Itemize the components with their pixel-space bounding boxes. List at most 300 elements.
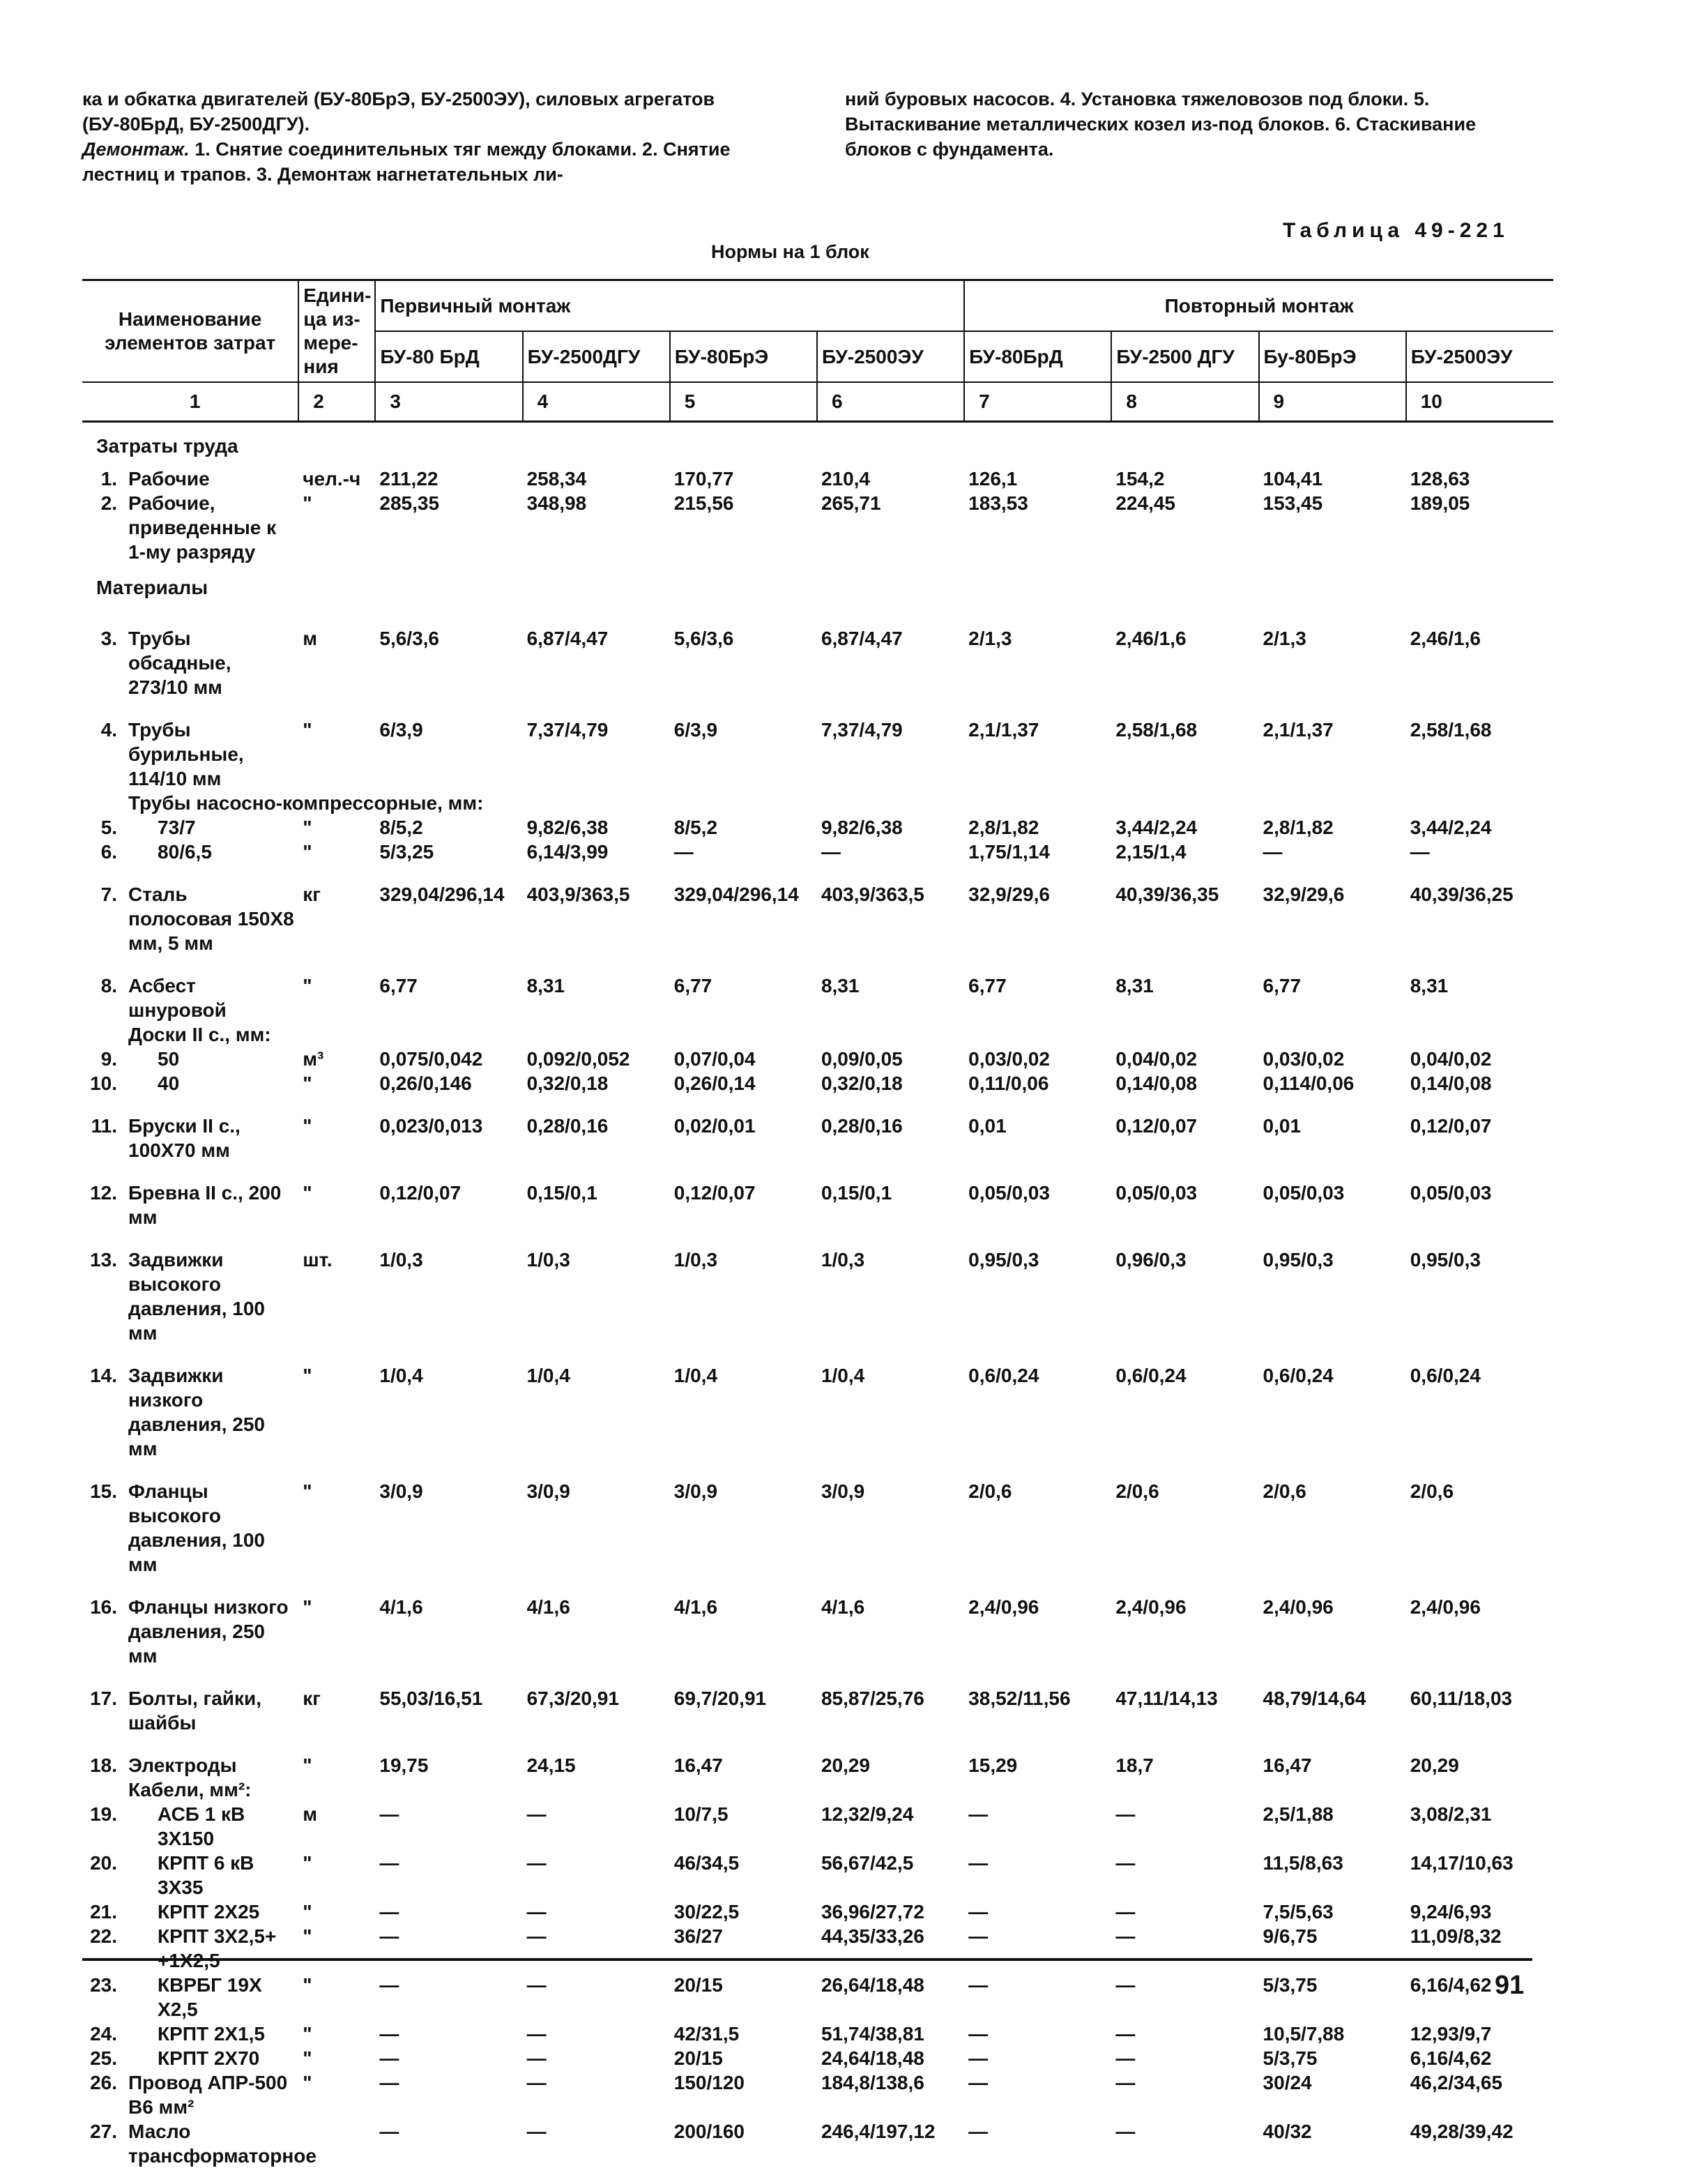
row-value-col-10: 2,58/1,68: [1406, 699, 1553, 791]
row-value-col-9: 2,8/1,82: [1259, 815, 1406, 840]
row-number: 23.: [82, 1973, 124, 2022]
row-value-col-8: —: [1111, 2022, 1258, 2046]
row-unit: ": [298, 840, 375, 864]
row-value-col-5: 200/160: [670, 2119, 817, 2168]
row-value-col-7: 2/0,6: [964, 1461, 1111, 1577]
table-row: [82, 1735, 1553, 1777]
header-primary: Первичный монтаж: [375, 280, 964, 332]
row-value-col-6: 56,67/42,5: [817, 1851, 964, 1900]
row-value-col-6: 4/1,6: [817, 1577, 964, 1668]
intro-left-text: [82, 86, 765, 187]
row-value-col-5: 0,26/0,14: [670, 1071, 817, 1096]
row-value-col-3: 5/3,25: [375, 840, 522, 864]
row-value-col-8: 2,46/1,6: [1111, 608, 1258, 699]
row-value-col-8: 40,39/36,35: [1111, 864, 1258, 955]
row-value-col-7: —: [964, 1973, 1111, 2022]
table-row: [82, 1071, 1553, 1096]
row-name: Фланцы низкого давления, 250 мм: [124, 1577, 298, 1668]
row-name: Задвижки низкого давления, 250 мм: [124, 1345, 298, 1461]
row-value-col-4: —: [523, 1924, 670, 1973]
row-number: 8.: [82, 955, 124, 1022]
subsection-boards-label: Доски II с., мм:: [82, 1022, 1553, 1047]
row-name: Трубы бурильные, 114/10 мм: [124, 699, 298, 791]
row-value-col-4: 0,092/0,052: [523, 1047, 670, 1071]
section-materials-label: Материалы: [82, 564, 1553, 608]
row-value-col-5: 4/1,6: [670, 1577, 817, 1668]
row-value-col-5: 69,7/20,91: [670, 1668, 817, 1735]
row-value-col-7: —: [964, 2119, 1111, 2168]
row-value-col-10: 0,05/0,03: [1406, 1162, 1553, 1229]
row-unit: ": [298, 955, 375, 1022]
row-number: 5.: [82, 815, 124, 840]
row-value-col-6: —: [817, 840, 964, 864]
row-value-col-9: 10,5/7,88: [1259, 2022, 1406, 2046]
row-unit: ": [298, 699, 375, 791]
row-value-col-8: 0,96/0,3: [1111, 1229, 1258, 1345]
subheader-10: БУ-2500ЭУ: [1406, 331, 1553, 382]
row-unit: ": [298, 2070, 375, 2119]
row-value-col-10: 2,4/0,96: [1406, 1577, 1553, 1668]
row-value-col-4: 0,32/0,18: [523, 1071, 670, 1096]
row-number: 24.: [82, 2022, 124, 2046]
intro-paragraph-1: ка и обкатка двигателей (БУ-80БрЭ, БУ-2500ЭУ), силовых агрегатов (БУ-80БрД, БУ-2500ДГУ).: [82, 86, 765, 137]
row-value-col-6: 0,28/0,16: [817, 1096, 964, 1162]
row-value-col-7: 2,1/1,37: [964, 699, 1111, 791]
row-value-col-7: —: [964, 1851, 1111, 1900]
row-name: АСБ 1 кВ 3Х150: [124, 1802, 298, 1851]
row-value-col-10: 0,14/0,08: [1406, 1071, 1553, 1096]
row-unit: ": [298, 1162, 375, 1229]
row-value-col-3: 3/0,9: [375, 1461, 522, 1577]
row-value-col-8: 0,04/0,02: [1111, 1047, 1258, 1071]
row-value-col-4: —: [523, 2119, 670, 2168]
row-value-col-10: 12,93/9,7: [1406, 2022, 1553, 2046]
row-value-col-5: —: [670, 840, 817, 864]
row-value-col-5: 329,04/296,14: [670, 864, 817, 955]
row-value-col-10: 2/0,6: [1406, 1461, 1553, 1577]
row-value-col-9: 0,05/0,03: [1259, 1162, 1406, 1229]
row-value-col-4: —: [523, 1973, 670, 2022]
row-number: 17.: [82, 1668, 124, 1735]
row-value-col-3: 285,35: [375, 491, 522, 564]
column-number-1: 1: [82, 382, 298, 422]
row-value-col-3: 1/0,3: [375, 1229, 522, 1345]
section-labor-label: Затраты труда: [82, 422, 1553, 467]
row-value-col-9: 0,01: [1259, 1096, 1406, 1162]
table-row: [82, 1229, 1553, 1345]
row-value-col-4: 3/0,9: [523, 1461, 670, 1577]
subheader-5: БУ-80БрЭ: [670, 331, 817, 382]
row-name: КРПТ 3Х2,5+: [124, 1924, 298, 1973]
row-unit: [298, 2119, 375, 2168]
row-name: КРПТ 2Х1,5: [124, 2022, 298, 2046]
row-value-col-7: 15,29: [964, 1735, 1111, 1777]
row-value-col-6: 1/0,4: [817, 1345, 964, 1461]
row-number: 13.: [82, 1229, 124, 1345]
row-name: 80/6,5: [124, 840, 298, 864]
row-value-col-8: —: [1111, 1802, 1258, 1851]
table-row: [82, 955, 1553, 1022]
row-value-col-10: 0,12/0,07: [1406, 1096, 1553, 1162]
row-value-col-9: 0,6/0,24: [1259, 1345, 1406, 1461]
row-name: Болты, гайки, шайбы: [124, 1668, 298, 1735]
row-value-col-3: —: [375, 1924, 522, 1973]
table-row: [82, 1668, 1553, 1735]
row-value-col-3: 8/5,2: [375, 815, 522, 840]
row-value-col-7: 0,6/0,24: [964, 1345, 1111, 1461]
row-value-col-6: 51,74/38,81: [817, 2022, 964, 2046]
intro-paragraph-2: [82, 137, 765, 187]
row-value-col-5: 10/7,5: [670, 1802, 817, 1851]
page-number: 91: [1495, 1971, 1524, 2001]
row-value-col-10: 189,05: [1406, 491, 1553, 564]
row-value-col-3: —: [375, 1802, 522, 1851]
row-value-col-10: 0,95/0,3: [1406, 1229, 1553, 1345]
table-row: [82, 1577, 1553, 1668]
row-number: 9.: [82, 1047, 124, 1071]
row-value-col-3: —: [375, 2022, 522, 2046]
column-number-2: 2: [298, 382, 375, 422]
table-row: [82, 864, 1553, 955]
row-value-col-4: 1/0,3: [523, 1229, 670, 1345]
row-unit: ": [298, 1096, 375, 1162]
table-row: [82, 2070, 1553, 2119]
row-value-col-8: 2/0,6: [1111, 1461, 1258, 1577]
column-number-10: 10: [1406, 382, 1553, 422]
row-number: 26.: [82, 2070, 124, 2119]
row-name: КВРБГ 19Х Х2,5: [124, 1973, 298, 2022]
table-row: [82, 1924, 1553, 1973]
row-value-col-10: 14,17/10,63: [1406, 1851, 1553, 1900]
row-unit: ": [298, 1345, 375, 1461]
row-unit: ": [298, 2046, 375, 2070]
row-value-col-7: —: [964, 1924, 1111, 1973]
row-value-col-4: 7,37/4,79: [523, 699, 670, 791]
row-name: Провод АПР-500 В6 мм²: [124, 2070, 298, 2119]
row-number: 11.: [82, 1096, 124, 1162]
row-value-col-3: 19,75: [375, 1735, 522, 1777]
row-value-col-5: 215,56: [670, 491, 817, 564]
row-name: Бруски II с., 100Х70 мм: [124, 1096, 298, 1162]
row-name: 40: [124, 1071, 298, 1096]
subheader-7: БУ-80БрД: [964, 331, 1111, 382]
row-value-col-5: 150/120: [670, 2070, 817, 2119]
row-value-col-7: 2,8/1,82: [964, 815, 1111, 840]
column-number-6: 6: [817, 382, 964, 422]
row-value-col-8: 224,45: [1111, 491, 1258, 564]
row-value-col-8: 47,11/14,13: [1111, 1668, 1258, 1735]
row-name: Фланцы высокого давления, 100 мм: [124, 1461, 298, 1577]
row-value-col-8: —: [1111, 1851, 1258, 1900]
row-value-col-9: 6,77: [1259, 955, 1406, 1022]
row-value-col-10: 2,46/1,6: [1406, 608, 1553, 699]
row-number: 25.: [82, 2046, 124, 2070]
row-number: 6.: [82, 840, 124, 864]
row-value-col-6: 0,15/0,1: [817, 1162, 964, 1229]
row-value-col-9: 0,114/0,06: [1259, 1071, 1406, 1096]
row-value-col-9: —: [1259, 840, 1406, 864]
row-value-col-3: —: [375, 1851, 522, 1900]
row-number: 12.: [82, 1162, 124, 1229]
row-number: 14.: [82, 1345, 124, 1461]
row-value-col-5: 5,6/3,6: [670, 608, 817, 699]
row-value-col-8: 2,58/1,68: [1111, 699, 1258, 791]
row-value-col-3: 0,12/0,07: [375, 1162, 522, 1229]
row-name: Задвижки высокого давления, 100 мм: [124, 1229, 298, 1345]
row-value-col-8: —: [1111, 1924, 1258, 1973]
row-value-col-7: 2,4/0,96: [964, 1577, 1111, 1668]
row-value-col-7: 0,95/0,3: [964, 1229, 1111, 1345]
row-value-col-6: 184,8/138,6: [817, 2070, 964, 2119]
row-name: 50: [124, 1047, 298, 1071]
section-labor: [82, 422, 1553, 467]
row-name: Трубы обсадные, 273/10 мм: [124, 608, 298, 699]
row-value-col-8: 2,15/1,4: [1111, 840, 1258, 864]
column-number-9: 9: [1259, 382, 1406, 422]
row-value-col-10: 8,31: [1406, 955, 1553, 1022]
row-value-col-6: 20,29: [817, 1735, 964, 1777]
row-value-col-4: 6,87/4,47: [523, 608, 670, 699]
row-number: 16.: [82, 1577, 124, 1668]
row-value-col-9: 30/24: [1259, 2070, 1406, 2119]
row-number: 15.: [82, 1461, 124, 1577]
row-value-col-5: 3/0,9: [670, 1461, 817, 1577]
row-value-col-10: 9,24/6,93: [1406, 1900, 1553, 1924]
subheader-6: БУ-2500ЭУ: [817, 331, 964, 382]
row-value-col-10: 0,04/0,02: [1406, 1047, 1553, 1071]
row-value-col-4: 4/1,6: [523, 1577, 670, 1668]
table-row: [82, 2022, 1553, 2046]
row-name: Электроды: [124, 1735, 298, 1777]
row-value-col-6: 7,37/4,79: [817, 699, 964, 791]
table-row: [82, 1973, 1553, 2022]
row-unit: ": [298, 815, 375, 840]
row-value-col-9: 32,9/29,6: [1259, 864, 1406, 955]
row-value-col-7: —: [964, 1802, 1111, 1851]
row-value-col-7: 0,03/0,02: [964, 1047, 1111, 1071]
column-number-5: 5: [670, 382, 817, 422]
row-value-col-9: 153,45: [1259, 491, 1406, 564]
row-value-col-10: 40,39/36,25: [1406, 864, 1553, 955]
subheader-4: БУ-2500ДГУ: [523, 331, 670, 382]
row-value-col-7: 0,01: [964, 1096, 1111, 1162]
row-value-col-6: 0,09/0,05: [817, 1047, 964, 1071]
row-value-col-9: 0,03/0,02: [1259, 1047, 1406, 1071]
row-number: 20.: [82, 1851, 124, 1900]
row-value-col-8: 0,6/0,24: [1111, 1345, 1258, 1461]
row-value-col-9: 2,5/1,88: [1259, 1802, 1406, 1851]
row-unit: чел.-ч: [298, 467, 375, 491]
row-value-col-7: 2/1,3: [964, 608, 1111, 699]
row-value-col-8: 0,14/0,08: [1111, 1071, 1258, 1096]
row-unit: м³: [298, 1047, 375, 1071]
row-name: КРПТ 2Х25: [124, 1900, 298, 1924]
row-value-col-7: 38,52/11,56: [964, 1668, 1111, 1735]
row-value-col-5: 0,12/0,07: [670, 1162, 817, 1229]
row-value-col-4: 1/0,4: [523, 1345, 670, 1461]
row-value-col-6: 6,87/4,47: [817, 608, 964, 699]
row-value-col-10: 49,28/39,42: [1406, 2119, 1553, 2168]
row-number: 19.: [82, 1802, 124, 1851]
table-row: [82, 1345, 1553, 1461]
row-value-col-9: 2/1,3: [1259, 608, 1406, 699]
row-value-col-10: 6,16/4,62: [1406, 2046, 1553, 2070]
row-value-col-7: 0,05/0,03: [964, 1162, 1111, 1229]
row-value-col-4: 6,14/3,99: [523, 840, 670, 864]
row-unit: ": [298, 1735, 375, 1777]
table-row: [82, 1162, 1553, 1229]
row-value-col-5: 30/22,5: [670, 1900, 817, 1924]
row-value-col-8: —: [1111, 1973, 1258, 2022]
table-row: [82, 2119, 1553, 2168]
section-materials: [82, 564, 1553, 608]
row-value-col-5: 20/15: [670, 1973, 817, 2022]
row-unit: ": [298, 1577, 375, 1668]
row-value-col-6: 246,4/197,12: [817, 2119, 964, 2168]
row-value-col-5: 20/15: [670, 2046, 817, 2070]
row-value-col-9: 48,79/14,64: [1259, 1668, 1406, 1735]
row-value-col-6: 26,64/18,48: [817, 1973, 964, 2022]
row-value-col-10: 11,09/8,32: [1406, 1924, 1553, 1973]
row-unit: кг: [298, 1668, 375, 1735]
table-row: [82, 608, 1553, 699]
row-value-col-6: 36,96/27,72: [817, 1900, 964, 1924]
intro-paragraph-3: ний буровых насосов. 4. Установка тяжеловозов под блоки. 5. Вытаскивание металлических козел из-под блоков. 6. Стаскивание блоков с фундамента.: [845, 86, 1548, 162]
row-name: Бревна II с., 200 мм: [124, 1162, 298, 1229]
dismantling-label: Демонтаж.: [82, 139, 190, 160]
header-name: Наименование элементов затрат: [82, 280, 298, 383]
row-number: 4.: [82, 699, 124, 791]
row-number: 18.: [82, 1735, 124, 1777]
row-value-col-10: 60,11/18,03: [1406, 1668, 1553, 1735]
row-value-col-5: 16,47: [670, 1735, 817, 1777]
row-value-col-6: 9,82/6,38: [817, 815, 964, 840]
row-unit: м: [298, 1802, 375, 1851]
row-value-col-4: 24,15: [523, 1735, 670, 1777]
row-value-col-4: —: [523, 2046, 670, 2070]
row-value-col-8: —: [1111, 2070, 1258, 2119]
row-value-col-5: 1/0,4: [670, 1345, 817, 1461]
column-number-8: 8: [1111, 382, 1258, 422]
row-value-col-7: 1,75/1,14: [964, 840, 1111, 864]
row-number: 21.: [82, 1900, 124, 1924]
row-value-col-4: —: [523, 1900, 670, 1924]
row-value-col-10: —: [1406, 840, 1553, 864]
subsection-pipes-label: Трубы насосно-компрессорные, мм:: [82, 791, 1553, 815]
row-value-col-10: 128,63: [1406, 467, 1553, 491]
subheader-8: БУ-2500 ДГУ: [1111, 331, 1258, 382]
table-row: [82, 1461, 1553, 1577]
row-value-col-7: 0,11/0,06: [964, 1071, 1111, 1096]
row-value-col-3: 0,023/0,013: [375, 1096, 522, 1162]
row-value-col-8: 18,7: [1111, 1735, 1258, 1777]
subsection-boards: [82, 1022, 1553, 1047]
row-value-col-6: 0,32/0,18: [817, 1071, 964, 1096]
subsection-cables: [82, 1777, 1553, 1802]
row-value-col-3: 5,6/3,6: [375, 608, 522, 699]
row-value-col-7: —: [964, 2022, 1111, 2046]
row-value-col-9: 40/32: [1259, 2119, 1406, 2168]
row-value-col-3: —: [375, 1900, 522, 1924]
row-value-col-10: 20,29: [1406, 1735, 1553, 1777]
row-value-col-10: 3,44/2,24: [1406, 815, 1553, 840]
row-number: 7.: [82, 864, 124, 955]
row-value-col-9: 2/0,6: [1259, 1461, 1406, 1577]
row-unit: ": [298, 1900, 375, 1924]
table-row: [82, 491, 1553, 564]
table-row: [82, 1096, 1553, 1162]
row-value-col-4: 0,15/0,1: [523, 1162, 670, 1229]
table-row: [82, 2046, 1553, 2070]
row-unit: шт.: [298, 1229, 375, 1345]
row-value-col-7: —: [964, 1900, 1111, 1924]
row-value-col-9: 2,1/1,37: [1259, 699, 1406, 791]
row-value-col-4: 403,9/363,5: [523, 864, 670, 955]
row-value-col-9: 2,4/0,96: [1259, 1577, 1406, 1668]
row-value-col-10: 3,08/2,31: [1406, 1802, 1553, 1851]
row-value-col-4: 67,3/20,91: [523, 1668, 670, 1735]
row-name: Рабочие, приведенные к 1-му разряду: [124, 491, 298, 564]
header-unit: Едини-ца из-мере-ния: [298, 280, 375, 383]
subheader-3: БУ-80 БрД: [375, 331, 522, 382]
row-value-col-3: 329,04/296,14: [375, 864, 522, 955]
row-value-col-8: 2,4/0,96: [1111, 1577, 1258, 1668]
row-value-col-5: 36/27: [670, 1924, 817, 1973]
row-value-col-4: 258,34: [523, 467, 670, 491]
row-value-col-5: 1/0,3: [670, 1229, 817, 1345]
row-value-col-10: 0,6/0,24: [1406, 1345, 1553, 1461]
row-value-col-4: 9,82/6,38: [523, 815, 670, 840]
row-value-col-6: 210,4: [817, 467, 964, 491]
row-value-col-7: 183,53: [964, 491, 1111, 564]
row-name: Сталь полосовая 150Х8 мм, 5 мм: [124, 864, 298, 955]
subsection-cables-label: Кабели, мм²:: [82, 1777, 1553, 1802]
column-number-7: 7: [964, 382, 1111, 422]
row-value-col-8: 0,12/0,07: [1111, 1096, 1258, 1162]
row-value-col-7: —: [964, 2046, 1111, 2070]
row-unit: ": [298, 1071, 375, 1096]
row-value-col-7: —: [964, 2070, 1111, 2119]
row-value-col-6: 24,64/18,48: [817, 2046, 964, 2070]
row-number: 2.: [82, 491, 124, 564]
row-value-col-5: 0,02/0,01: [670, 1096, 817, 1162]
row-value-col-4: —: [523, 2022, 670, 2046]
row-value-col-5: 0,07/0,04: [670, 1047, 817, 1071]
row-value-col-8: —: [1111, 2119, 1258, 2168]
row-value-col-3: —: [375, 2046, 522, 2070]
row-value-col-6: 265,71: [817, 491, 964, 564]
table-row: [82, 1851, 1553, 1900]
row-value-col-7: 6,77: [964, 955, 1111, 1022]
row-value-col-9: 0,95/0,3: [1259, 1229, 1406, 1345]
row-number: 3.: [82, 608, 124, 699]
row-name: КРПТ 2Х70: [124, 2046, 298, 2070]
intro-right-text: [845, 86, 1548, 162]
row-unit: ": [298, 1461, 375, 1577]
row-value-col-9: 5/3,75: [1259, 1973, 1406, 2022]
row-number: 27.: [82, 2119, 124, 2168]
table-number: Таблица 49-221: [1283, 219, 1509, 243]
row-value-col-3: 1/0,4: [375, 1345, 522, 1461]
row-value-col-9: 9/6,75: [1259, 1924, 1406, 1973]
row-value-col-3: 4/1,6: [375, 1577, 522, 1668]
row-value-col-6: 85,87/25,76: [817, 1668, 964, 1735]
row-value-col-8: 0,05/0,03: [1111, 1162, 1258, 1229]
table-row: [82, 1900, 1553, 1924]
row-name: 73/7: [124, 815, 298, 840]
row-value-col-6: 44,35/33,26: [817, 1924, 964, 1973]
row-value-col-3: —: [375, 2119, 522, 2168]
